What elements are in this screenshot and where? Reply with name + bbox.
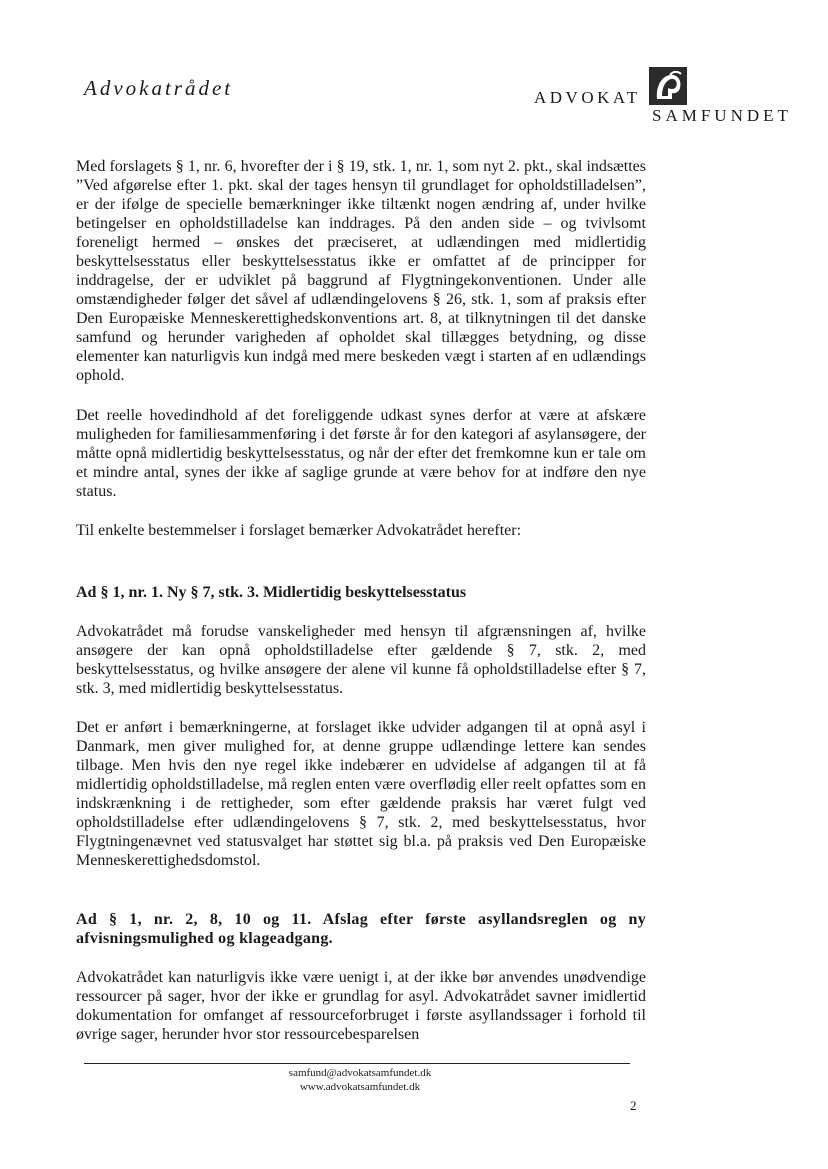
paragraph-enkelte-bestemmelser: Til enkelte bestemmelser i forslaget bemærker Advokatrådet herefter: (76, 522, 522, 539)
paragraph-inddragelse: Med forslagets § 1, nr. 6, hvorefter der i § 19, stk. 1, nr. 1, som nyt 2. pkt., skal indsættes ”Ved afgørelse efter 1. pkt. skal der tages hensyn til grundlaget for opholdstilladelsen”, er der ifølge de specielle bemærkninger ikke tiltænkt nogen ændring af, under hvilke betingelser en opholdstilladelse kan inddrages. På den anden side – og tvivlsomt foreneligt hermed – ønskes det præciseret, at udlændingen med midlertidig beskyttelsesstatus eller beskyttelsesstatus ikke er omfattet af de principper for inddragelse, der er udviklet på baggrund af Flygtningekonventionen. Under alle omstændigheder følger det såvel af udlændingelovens § 26, stk. 1, som af praksis efter Den Europæiske Menneskerettighedskonventions art. 8, at tilknytningen til det danske samfund og herunder varigheden af opholdet skal tillægges betydning, og disse elementer kan naturligvis kun indgå med mere beskeden vægt i starten af en udlændings ophold. (76, 158, 646, 384)
footer-contact (200, 1066, 520, 1094)
paragraph-hovedindhold: Det reelle hovedindhold af det foreliggende udkast synes derfor at være at afskære muligheden for familiesammenføring i det første år for den kategori af asylansøgere, der måtte opnå midlertidig beskyttelsesstatus, og når der efter det fremkomne kun er tale om et mindre antal, synes der ikke af saglige grunde at være behov for at indføre den nye status. (76, 407, 646, 500)
section-heading-forste-asyllandsregel: Ad § 1, nr. 2, 8, 10 og 11. Afslag efter første asyllandsreglen og ny afvisningsmulighed og klageadgang. (76, 911, 646, 947)
paragraph-bemaerkningerne: Det er anført i bemærkningerne, at forslaget ikke udvider adgangen til at opnå asyl i Danmark, men giver mulighed for, at denne gruppe udlændinge lettere kan sendes tilbage. Men hvis den nye regel ikke indebærer en udvidelse af adgangen til at få midlertidig opholdstilladelse, må reglen enten være overflødig eller reelt opfattes som en indskrænkning i de rettigheder, som efter gældende praksis har været fulgt ved opholdstilladelse efter udlændingelovens § 7, stk. 2, med beskyttelsesstatus, hvor Flygtningenævnet ved statusvalget har støttet sig bl.a. på praksis ved Den Europæiske Menneskerettighedsdomstol. (76, 719, 646, 869)
logo-text-top: ADVOKAT (534, 88, 641, 107)
helmet-emblem-icon (648, 66, 688, 106)
advokatsamfundet-logo (534, 64, 804, 134)
section-heading-midlertidig-beskyttelsesstatus: Ad § 1, nr. 1. Ny § 7, stk. 3. Midlertidig beskyttelsesstatus (76, 584, 467, 601)
paragraph-afgraensning: Advokatrådet må forudse vanskeligheder med hensyn til afgrænsningen af, hvilke ansøgere der kan opnå opholdstilladelse efter gældende § 7, stk. 2, med beskyttelsesstatus, og hvilke ansøgere der alene vil kunne få opholdstilladelse efter § 7, stk. 3, med midlertidig beskyttelsesstatus. (76, 623, 646, 697)
footer-email-link[interactable]: samfund@advokatsamfundet.dk (288, 1067, 432, 1079)
header-title: Advokatrådet (84, 76, 234, 100)
letter-body (76, 157, 646, 1044)
footer-website-link[interactable]: www.advokatsamfundet.dk (299, 1081, 421, 1093)
footer-divider (84, 1063, 630, 1064)
page-number: 2 (630, 1098, 637, 1113)
paragraph-ressourcer: Advokatrådet kan naturligvis ikke være uenigt i, at der ikke bør anvendes unødvendige ressourcer på sager, hvor der ikke er grundlag for asyl. Advokatrådet savner imidlertid dokumentation for omfanget af ressourceforbruget i første asyllandssager i forhold til øvrige sager, herunder hvor stor ressourcebesparelsen (76, 969, 646, 1043)
logo-text-bottom: SAMFUNDET (652, 106, 792, 125)
